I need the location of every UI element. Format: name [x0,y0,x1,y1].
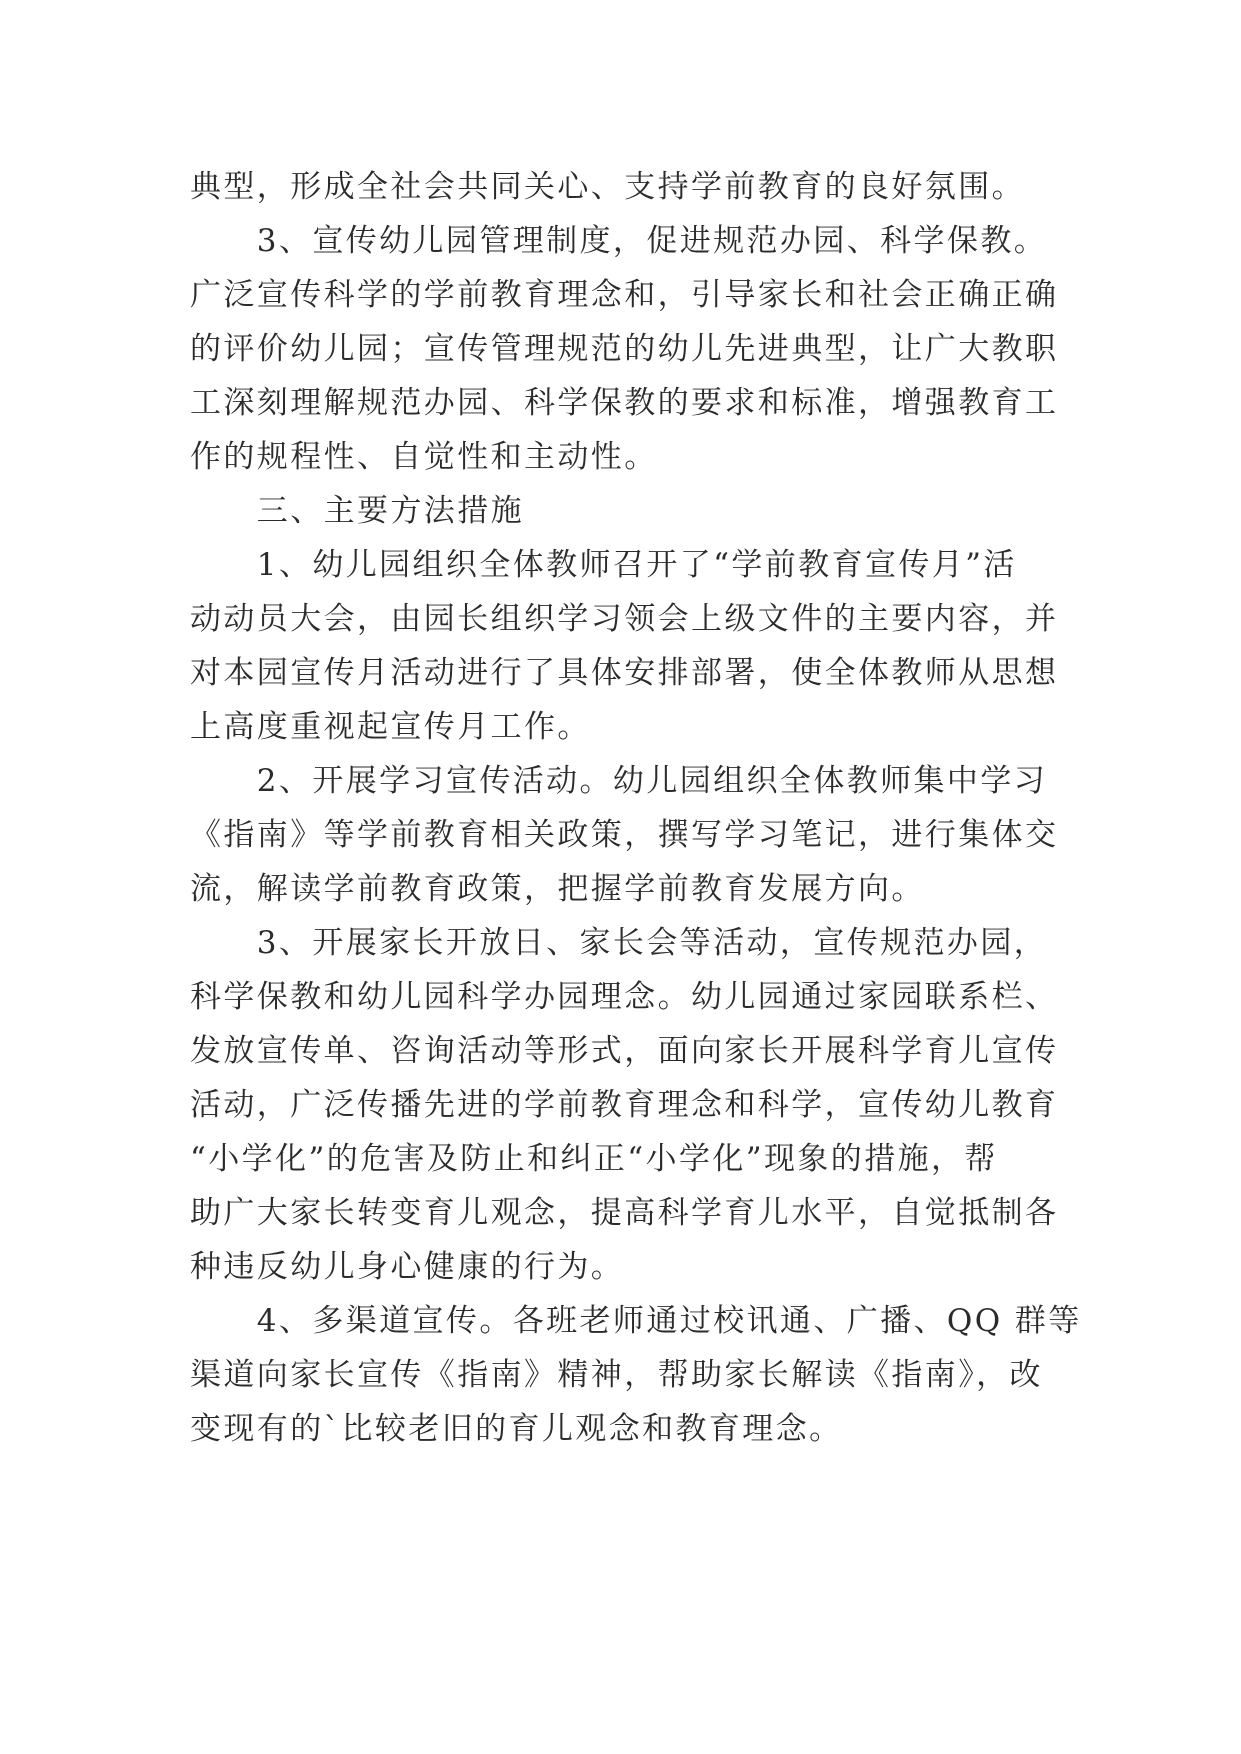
text-line: 上高度重视起宣传月工作。 [190,709,591,745]
text-line: 1、幼儿园组织全体教师召开了“学前教育宣传月”活 [190,547,1017,583]
text-line: 活动，广泛传播先进的学前教育理念和科学，宣传幼儿教育 [190,1087,1059,1123]
text-line: 对本园宣传月活动进行了具体安排部署，使全体教师从思想 [190,655,1059,691]
text-line: 科学保教和幼儿园科学办园理念。幼儿园通过家园联系栏、 [190,979,1059,1015]
text-line: 发放宣传单、咨询活动等形式，面向家长开展科学育儿宣传 [190,1033,1059,1069]
text-line: 工深刻理解规范办园、科学保教的要求和标准，增强教育工 [190,385,1059,421]
text-line: 种违反幼儿身心健康的行为。 [190,1249,625,1285]
text-line: 3、宣传幼儿园管理制度，促进规范办园、科学保教。 [190,223,1048,259]
text-line: 2、开展学习宣传活动。幼儿园组织全体教师集中学习 [190,763,1048,799]
text-line: 流，解读学前教育政策，把握学前教育发展方向。 [190,871,925,907]
text-line: 变现有的`比较老旧的育儿观念和教育理念。 [190,1411,843,1447]
text-line: 广泛宣传科学的学前教育理念和，引导家长和社会正确正确 [190,277,1059,313]
section-heading: 三、主要方法措施 [190,493,524,529]
text-line: 3、开展家长开放日、家长会等活动，宣传规范办园， [190,925,1048,961]
text-line: “小学化”的危害及防止和纠正“小学化”现象的措施，帮 [190,1141,998,1177]
body-text [190,160,1082,1456]
text-line: 动动员大会，由园长组织学习领会上级文件的主要内容，并 [190,601,1059,637]
text-line: 的评价幼儿园；宣传管理规范的幼儿先进典型，让广大教职 [190,331,1059,367]
text-line: 作的规程性、自觉性和主动性。 [190,439,658,475]
text-line: 助广大家长转变育儿观念，提高科学育儿水平，自觉抵制各 [190,1195,1059,1231]
text-line: 渠道向家长宣传《指南》精神，帮助家长解读《指南》，改 [190,1357,1043,1393]
text-line: 4、多渠道宣传。各班老师通过校讯通、广播、QQ 群等 [190,1303,1082,1339]
text-line: 《指南》等学前教育相关政策，撰写学习笔记，进行集体交 [190,817,1059,853]
text-line: 典型，形成全社会共同关心、支持学前教育的良好氛围。 [190,169,1025,205]
